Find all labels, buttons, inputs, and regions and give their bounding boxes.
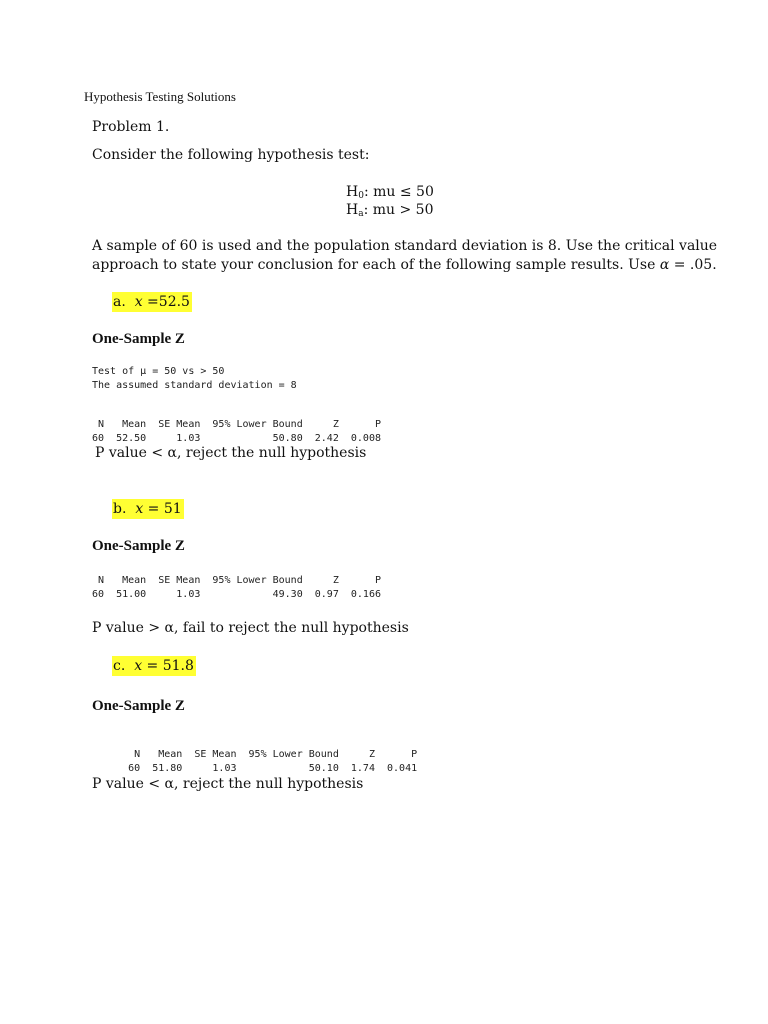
- part-a-heading: One-Sample Z: [92, 331, 185, 347]
- part-a-sd-line: The assumed standard deviation = 8: [92, 380, 297, 391]
- part-b-table-row: 60 51.00 1.03 49.30 0.97 0.166: [92, 589, 381, 600]
- problem-number: Problem 1.: [92, 119, 170, 135]
- part-a-test-line: Test of μ = 50 vs > 50: [92, 366, 225, 377]
- part-b-heading: One-Sample Z: [92, 538, 185, 554]
- part-a-label: a. x =52.5: [113, 294, 190, 310]
- null-hypothesis: $H_0$: mu ≤ 50: [346, 184, 434, 201]
- description-line-1: A sample of 60 is used and the population standard deviation is 8. Use the critical value: [92, 238, 718, 254]
- description-line-2: approach to state your conclusion for each of the following sample results. Use α = .05.: [92, 257, 717, 273]
- part-c-heading: One-Sample Z: [92, 698, 185, 714]
- part-c-table-row: 60 51.80 1.03 50.10 1.74 0.041: [92, 763, 418, 774]
- part-c-label: c. x = 51.8: [113, 658, 194, 674]
- part-b-table-header: N Mean SE Mean 95% Lower Bound Z P: [92, 575, 381, 586]
- part-c-table-header: N Mean SE Mean 95% Lower Bound Z P: [92, 749, 418, 760]
- part-b-label: b. x = 51: [113, 501, 182, 517]
- document-title: Hypothesis Testing Solutions: [84, 89, 236, 104]
- part-c-conclusion: P value < α, reject the null hypothesis: [92, 776, 364, 792]
- part-a-conclusion: P value < α, reject the null hypothesis: [95, 445, 367, 461]
- part-b-conclusion: P value > α, fail to reject the null hypothesis: [92, 620, 409, 636]
- part-a-table-header: N Mean SE Mean 95% Lower Bound Z P: [92, 419, 381, 430]
- alternative-hypothesis: $H_a$: mu > 50: [346, 202, 434, 219]
- intro-text: Consider the following hypothesis test:: [92, 147, 370, 163]
- part-a-table-row: 60 52.50 1.03 50.80 2.42 0.008: [92, 433, 381, 444]
